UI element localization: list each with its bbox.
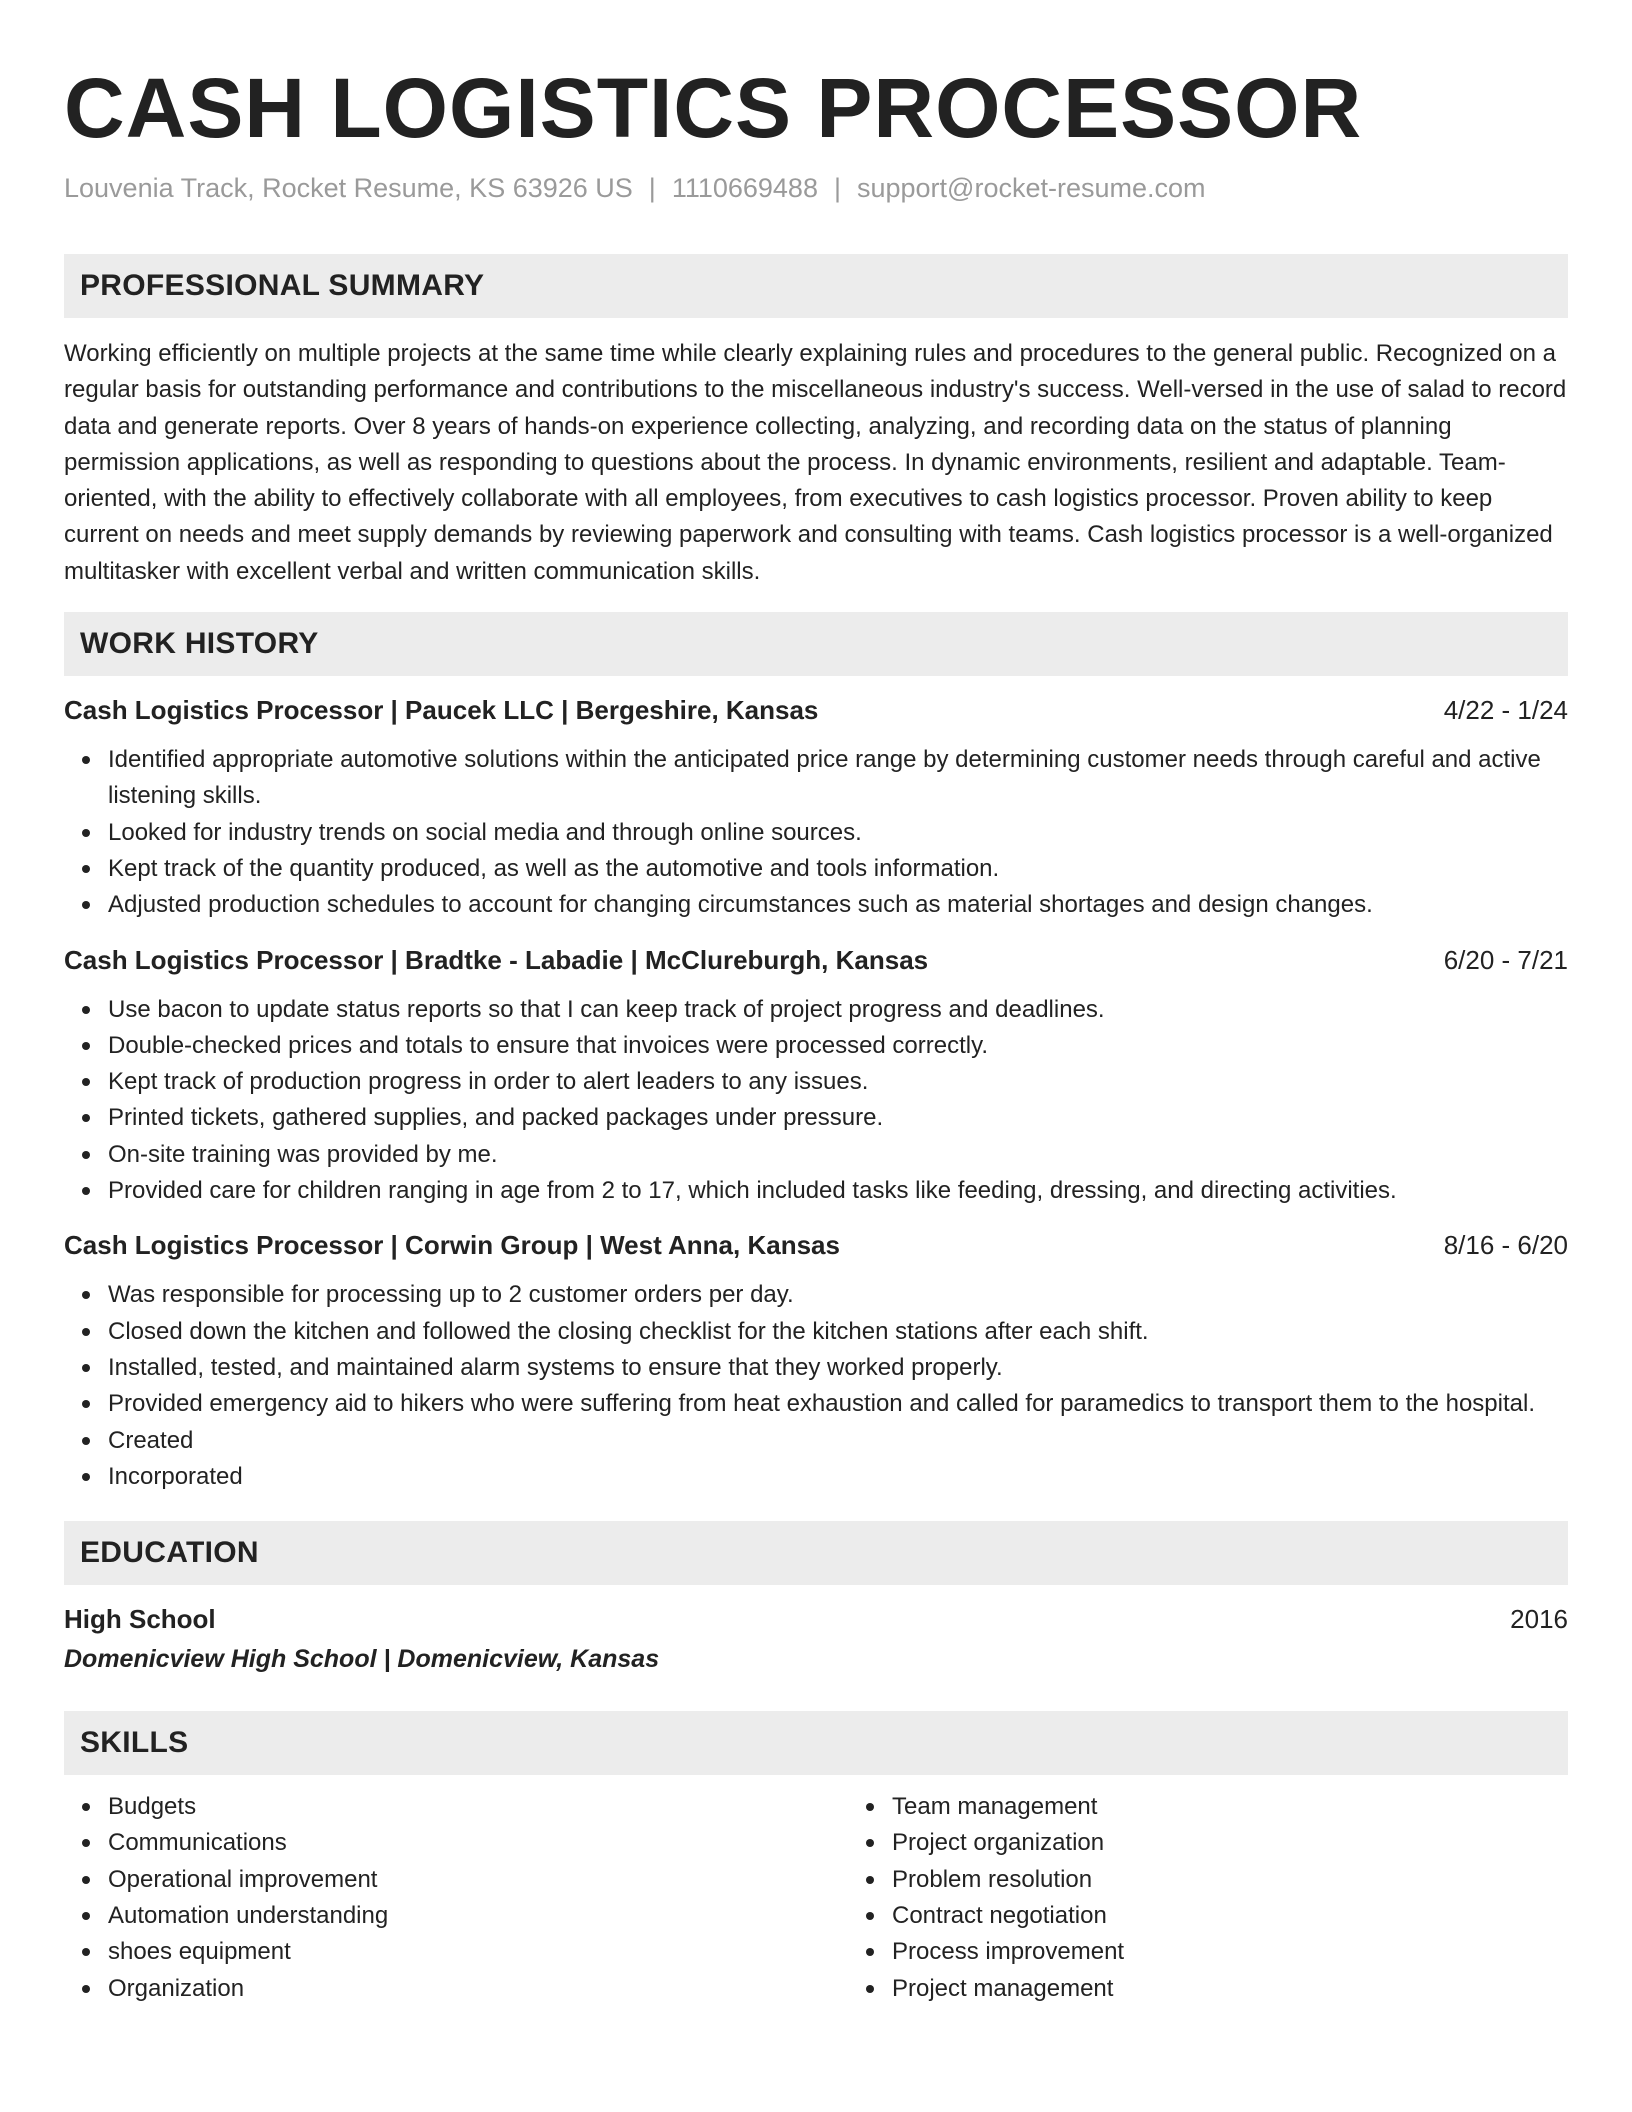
job-heading-row	[64, 692, 1568, 728]
job-bullet: Was responsible for processing up to 2 customer orders per day.	[108, 1277, 1568, 1313]
page-title: CASH LOGISTICS PROCESSOR	[64, 61, 1363, 155]
job-heading: Cash Logistics Processor | Corwin Group | West Anna, Kansas	[64, 1230, 840, 1261]
education-school: Domenicview High School | Domenicview, Kansas	[64, 1645, 660, 1674]
skill-item: Contract negotiation	[892, 1898, 1124, 1934]
section-header-skills: SKILLS	[64, 1711, 1568, 1775]
education-heading-row	[64, 1601, 1568, 1637]
job-bullet: Created	[108, 1423, 1568, 1459]
contact-line	[64, 170, 1568, 206]
job-bullet: Provided care for children ranging in age from 2 to 17, which included tasks like feeding, dressing, and directing activities.	[108, 1173, 1568, 1209]
job-bullet: Installed, tested, and maintained alarm systems to ensure that they worked properly.	[108, 1350, 1568, 1386]
skill-item: Project organization	[892, 1825, 1124, 1861]
job-bullet: Use bacon to update status reports so that I can keep track of project progress and deadlines.	[108, 992, 1568, 1028]
skill-item: shoes equipment	[108, 1934, 848, 1970]
education-entry	[64, 1601, 1568, 1677]
job-bullet: Provided emergency aid to hikers who were suffering from heat exhaustion and called for paramedics to transport them to the hospital.	[108, 1386, 1568, 1422]
section-header-work-history: WORK HISTORY	[64, 612, 1568, 676]
contact-separator: |	[648, 173, 656, 203]
job-heading: Cash Logistics Processor | Paucek LLC | Bergeshire, Kansas	[64, 695, 819, 726]
skills-list-right	[848, 1789, 1124, 2007]
education-degree: High School	[64, 1604, 216, 1635]
job-bullet-list	[64, 1277, 1568, 1495]
job-bullet: Printed tickets, gathered supplies, and packed packages under pressure.	[108, 1100, 1568, 1136]
skill-item: Problem resolution	[892, 1862, 1124, 1898]
skill-item: Communications	[108, 1825, 848, 1861]
job-bullet: Incorporated	[108, 1459, 1568, 1495]
skill-item: Automation understanding	[108, 1898, 848, 1934]
job-dates: 8/16 - 6/20	[1443, 1230, 1568, 1261]
job-heading: Cash Logistics Processor | Bradtke - Labadie | McClureburgh, Kansas	[64, 944, 929, 975]
job-entry	[64, 942, 1568, 1210]
section-header-education: EDUCATION	[64, 1521, 1568, 1585]
job-dates: 6/20 - 7/21	[1443, 944, 1568, 975]
contact-separator: |	[833, 173, 841, 203]
skill-item: Project management	[892, 1971, 1124, 2007]
contact-address: Louvenia Track, Rocket Resume, KS 63926 US	[64, 173, 633, 203]
contact-email: support@rocket-resume.com	[856, 173, 1206, 203]
job-heading-row	[64, 1227, 1568, 1263]
job-bullet: Double-checked prices and totals to ensure that invoices were processed correctly.	[108, 1028, 1568, 1064]
job-bullet: Identified appropriate automotive solutions within the anticipated price range by determining customer needs through careful and active listening skills.	[108, 742, 1568, 815]
job-heading-row	[64, 942, 1568, 978]
skills-list-left	[64, 1789, 848, 2007]
job-bullet: On-site training was provided by me.	[108, 1137, 1568, 1173]
job-bullet: Adjusted production schedules to account for changing circumstances such as material shortages and design changes.	[108, 887, 1568, 923]
job-dates: 4/22 - 1/24	[1443, 695, 1568, 726]
job-bullet: Looked for industry trends on social media and through online sources.	[108, 815, 1568, 851]
skill-item: Process improvement	[892, 1934, 1124, 1970]
job-bullet-list	[64, 992, 1568, 1210]
skill-item: Team management	[892, 1789, 1124, 1825]
job-entry	[64, 1227, 1568, 1495]
skill-item: Organization	[108, 1971, 848, 2007]
section-header-summary: PROFESSIONAL SUMMARY	[64, 254, 1568, 318]
skills-columns	[64, 1789, 1568, 2007]
skill-item: Operational improvement	[108, 1862, 848, 1898]
skill-item: Budgets	[108, 1789, 848, 1825]
job-bullet: Kept track of production progress in order to alert leaders to any issues.	[108, 1064, 1568, 1100]
job-bullet: Kept track of the quantity produced, as well as the automotive and tools information.	[108, 851, 1568, 887]
job-bullet: Closed down the kitchen and followed the closing checklist for the kitchen stations after each shift.	[108, 1314, 1568, 1350]
job-entry	[64, 692, 1568, 923]
contact-phone: 1110669488	[671, 173, 818, 203]
summary-text: Working efficiently on multiple projects at the same time while clearly explaining rules and procedures to the general public. Recognized on a regular basis for outstanding performance and contributions to the miscellaneous industry's success. Well-versed in the use of salad to record data and generate reports. Over 8 years of hands-on experience collecting, analyzing, and recording data on the status of planning permission applications, as well as responding to questions about the process. In dynamic environments, resilient and adaptable. Team-oriented, with the ability to effectively collaborate with all employees, from executives to cash logistics processor. Proven ability to keep current on needs and meet supply demands by reviewing paperwork and consulting with teams. Cash logistics processor is a well-organized multitasker with excellent verbal and written communication skills.	[64, 340, 1567, 585]
education-year: 2016	[1510, 1604, 1568, 1635]
job-bullet-list	[64, 742, 1568, 923]
